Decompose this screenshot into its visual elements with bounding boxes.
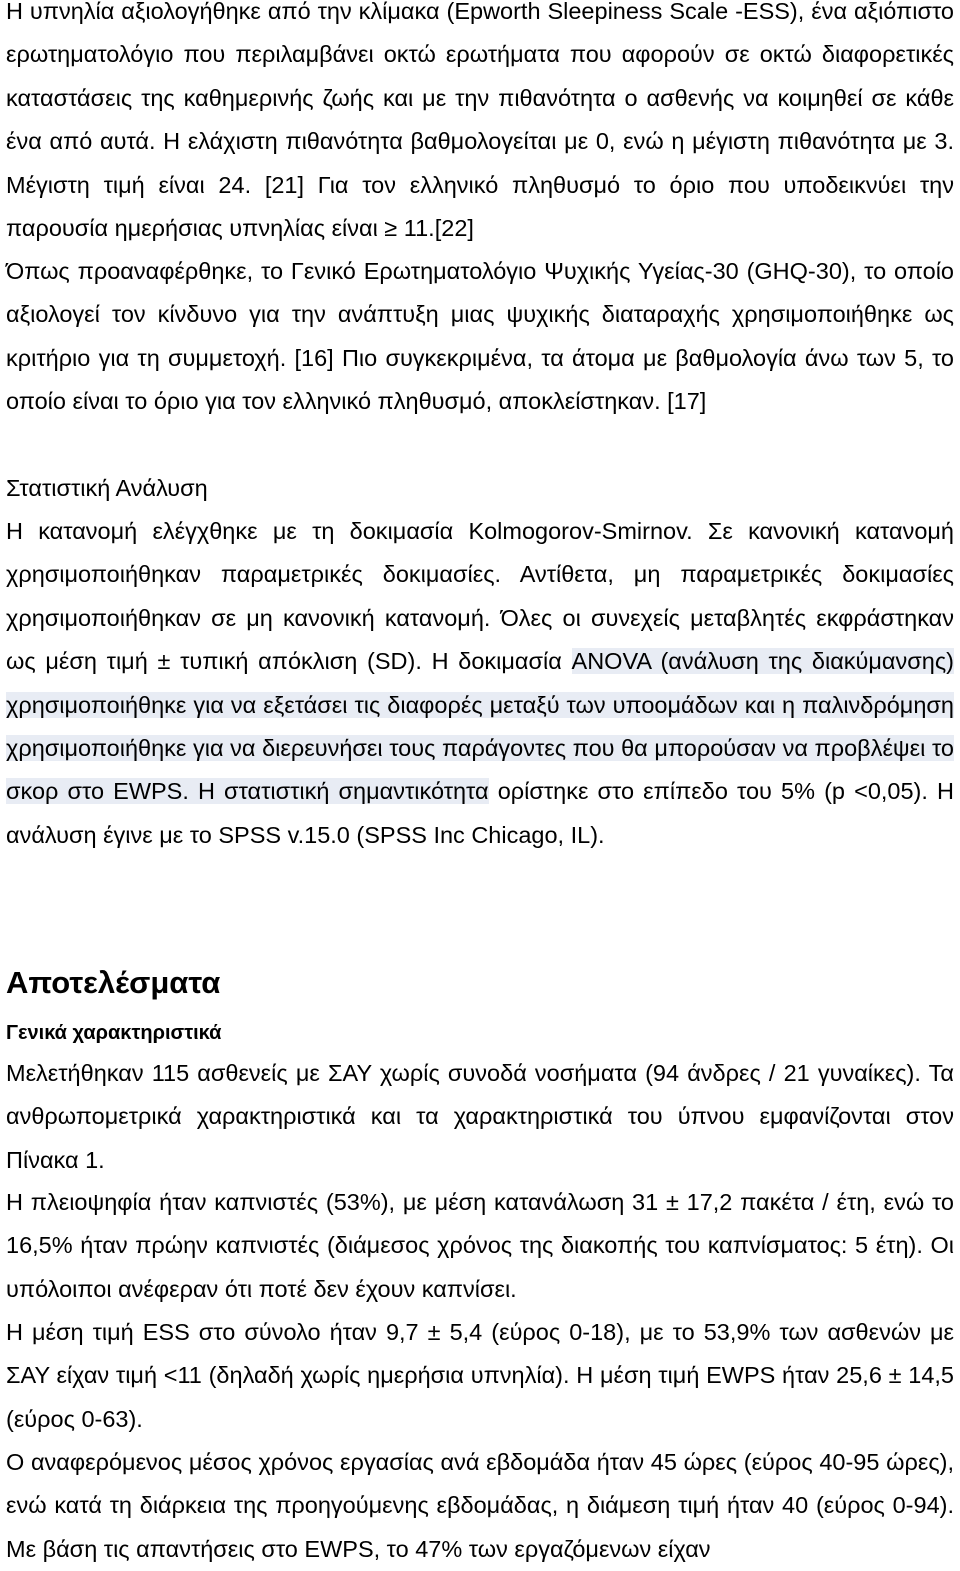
- statistics-text-part1: Η κατανομή ελέγχθηκε με τη δοκιμασία Kolmogorov-Smirnov. Σε κανονική κατανομή χρησιμοποιήθηκαν παραμετρικές δοκιμασίες. Αντίθετα, μη παραμετρικές δοκιμασίες χρησιμοποιήθηκαν σε μη κανονική κατανομή. Όλες οι συνεχείς μεταβλητές εκφράστηκαν ως μέση τιμή ± τυπική απόκλιση (SD). Η δοκιμασία: [6, 518, 954, 675]
- general-characteristics-heading: Γενικά χαρακτηριστικά: [6, 1022, 222, 1044]
- highlighted-text: ANOVA (ανάλυση της διακύμανσης) χρησιμοποιήθηκε για να εξετάσει τις διαφορές μεταξύ των υποομάδων και η παλινδρόμηση χρησιμοποιήθηκε για να διερευνήσει τους παράγοντες που θα μπορούσαν να προβλέψει το σκορ στο EWPS. Η στατιστική σημαντικότητα: [6, 648, 954, 805]
- statistics-text-part3: ορίστηκε στο επίπεδο του 5% (p <0,05). Η ανάλυση έγινε με το SPSS v.15.0 (SPSS Inc Chicago, IL).: [6, 778, 954, 848]
- paragraph-patients: Μελετήθηκαν 115 ασθενείς με ΣΑΥ χωρίς συνοδά νοσήματα (94 άνδρες / 21 γυναίκες). Τα ανθρωπομετρικά χαρακτηριστικά και τα χαρακτηριστικά του ύπνου εμφανίζονται στον Πίνακα 1.: [6, 1060, 954, 1173]
- paragraph-smoking: Η πλειοψηφία ήταν καπνιστές (53%), με μέση κατανάλωση 31 ± 17,2 πακέτα / έτη, ενώ το 16,5% ήταν πρώην καπνιστές (διάμεσος χρόνος της διακοπής του καπνίσματος: 5 έτη). Οι υπόλοιποι ανέφεραν ότι ποτέ δεν έχουν καπνίσει.: [6, 1189, 954, 1302]
- paragraph-ghq: Όπως προαναφέρθηκε, το Γενικό Ερωτηματολόγιο Ψυχικής Υγείας-30 (GHQ-30), το οποίο αξιολογεί τον κίνδυνο για την ανάπτυξη μιας ψυχικής διαταραχής χρησιμοποιήθηκε ως κριτήριο για τη συμμετοχή. [16] Πιο συγκεκριμένα, τα άτομα με βαθμολογία άνω των 5, το οποίο είναι το όριο για τον ελληνικό πληθυσμό, αποκλείστηκαν. [17]: [6, 258, 954, 415]
- results-heading: Αποτελέσματα: [6, 965, 221, 1000]
- paragraph-work-hours: Ο αναφερόμενος μέσος χρόνος εργασίας ανά εβδομάδα ήταν 45 ώρες (εύρος 40-95 ώρες), ενώ κατά τη διάρκεια της προηγούμενης εβδομάδας, η διάμεση τιμή ήταν 40 (εύρος 0-94). Με βάση τις απαντήσεις στο EWPS, το 47% των εργαζόμενων είχαν: [6, 1449, 954, 1562]
- paragraph-ess: Η μέση τιμή ESS στο σύνολο ήταν 9,7 ± 5,4 (εύρος 0-18), με το 53,9% των ασθενών με ΣΑΥ είχαν τιμή <11 (δηλαδή χωρίς ημερήσια υπνηλία). Η μέση τιμή EWPS ήταν 25,6 ± 14,5 (εύρος 0-63).: [6, 1319, 954, 1432]
- paragraph-epworth: Η υπνηλία αξιολογήθηκε από την κλίμακα (Epworth Sleepiness Scale -ESS), ένα αξιόπιστο ερωτηματολόγιο που περιλαμβάνει οκτώ ερωτήματα που αφορούν σε οκτώ διαφορετικές καταστάσεις της καθημερινής ζωής και με την πιθανότητα ο ασθενής να κοιμηθεί σε κάθε ένα από αυτά. Η ελάχιστη πιθανότητα βαθμολογείται με 0, ενώ η μέγιστη πιθανότητα με 3. Μέγιστη τιμή είναι 24. [21] Για τον ελληνικό πληθυσμό το όριο που υποδεικνύει την παρουσία ημερήσιας υπνηλίας είναι ≥ 11.[22]: [6, 0, 954, 242]
- section-heading-statistics: Στατιστική Ανάλυση: [6, 475, 208, 501]
- paragraph-statistics: [6, 510, 954, 857]
